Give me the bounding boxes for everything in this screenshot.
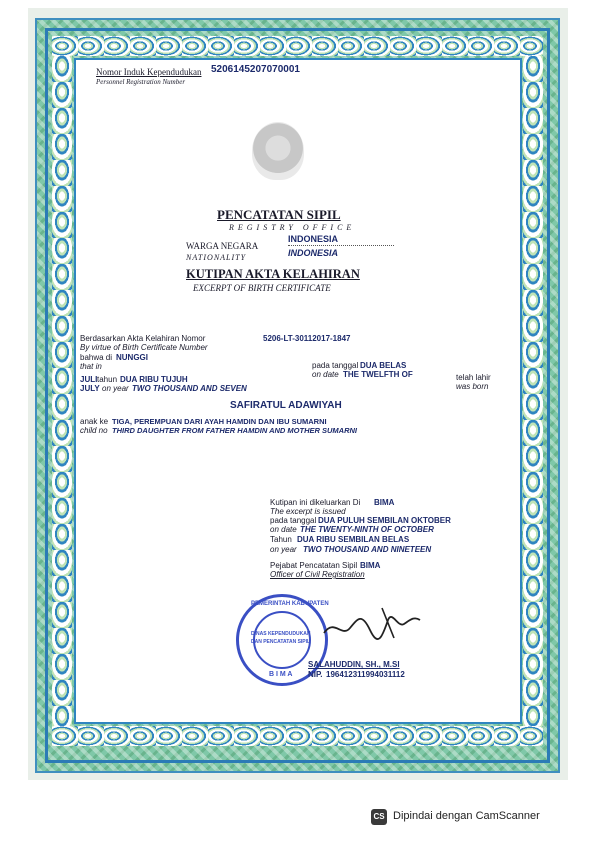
issue-year-value-en: TWO THOUSAND AND NINETEEN bbox=[303, 545, 432, 554]
date-label: pada tanggal bbox=[312, 361, 359, 370]
issue-year-value: DUA RIBU SEMBILAN BELAS bbox=[297, 535, 410, 544]
child-no-value: TIGA, PEREMPUAN DARI AYAH HAMDIN DAN IBU SUMARNI bbox=[112, 417, 327, 426]
nik-label-en: Personnel Registration Number bbox=[96, 78, 186, 86]
year-value: DUA RIBU TUJUH bbox=[120, 375, 188, 384]
document-title-en: EXCERPT OF BIRTH CERTIFICATE bbox=[193, 283, 331, 293]
office-title: PENCATATAN SIPIL bbox=[217, 207, 341, 222]
certificate-number: 5206-LT-30112017-1847 bbox=[263, 334, 351, 343]
child-no-value-en: THIRD DAUGHTER FROM FATHER HAMDIN AND MOTHER SUMARNI bbox=[112, 426, 357, 435]
camscanner-watermark: Dipindai dengan CamScanner bbox=[393, 810, 540, 822]
document-title: KUTIPAN AKTA KELAHIRAN bbox=[186, 267, 360, 281]
issued-place: BIMA bbox=[374, 498, 395, 507]
issue-date-label-en: on date bbox=[270, 525, 297, 534]
place-label: bahwa di bbox=[80, 353, 113, 362]
official-name: SALAHUDDIN, SH., M.SI bbox=[308, 660, 400, 669]
official-place: BIMA bbox=[360, 561, 381, 570]
birth-month-en: JULY bbox=[80, 384, 100, 393]
stamp-mid-text-2: DAN PENCATATAN SIPIL bbox=[251, 639, 311, 645]
office-title-en: REGISTRY OFFICE bbox=[229, 223, 356, 232]
official-label: Pejabat Pencatatan Sipil bbox=[270, 561, 358, 570]
signature-icon bbox=[322, 598, 422, 648]
official-label-en: Officer of Civil Registration bbox=[270, 570, 365, 579]
issue-year-label: Tahun bbox=[270, 535, 292, 544]
nationality-label: WARGA NEGARA bbox=[186, 241, 259, 251]
child-name: SAFIRATUL ADAWIYAH bbox=[230, 400, 342, 411]
child-no-label: anak ke bbox=[80, 417, 109, 426]
basis-label: Berdasarkan Akta Kelahiran Nomor bbox=[80, 334, 206, 343]
date-value: DUA BELAS bbox=[360, 361, 407, 370]
issue-date-value-en: THE TWENTY-NINTH OF OCTOBER bbox=[300, 525, 434, 534]
nationality-label-en: NATIONALITY bbox=[186, 253, 247, 262]
stamp-mid-text-1: DINAS KEPENDUDUKAN bbox=[251, 631, 311, 637]
issue-year-label-en: on year bbox=[270, 545, 297, 554]
ornament-top bbox=[52, 36, 543, 56]
basis-label-en: By virtue of Birth Certificate Number bbox=[80, 343, 208, 352]
date-label-en: on date bbox=[312, 370, 339, 379]
nik-value: 5206145207070001 bbox=[211, 64, 300, 75]
place-value: NUNGGI bbox=[116, 353, 148, 362]
year-label-en: on year bbox=[102, 384, 129, 393]
nik-label: Nomor Induk Kependudukan bbox=[96, 67, 202, 77]
nip-label: NIP. bbox=[308, 670, 323, 679]
garuda-emblem-icon bbox=[252, 122, 304, 180]
birth-month: JULI bbox=[80, 375, 98, 384]
camscanner-icon: CS bbox=[371, 809, 387, 825]
born-label: telah lahir bbox=[456, 373, 491, 382]
year-value-en: TWO THOUSAND AND SEVEN bbox=[132, 384, 247, 393]
nationality-value-en: INDONESIA bbox=[288, 248, 339, 258]
issued-label-en: The excerpt is issued bbox=[270, 507, 346, 516]
born-label-en: was born bbox=[456, 382, 489, 391]
stamp-bottom-text: B I M A bbox=[269, 671, 293, 678]
ornament-bottom bbox=[52, 726, 543, 746]
stamp-top-text: PEMERINTAH KABUPATEN bbox=[251, 601, 329, 607]
child-no-label-en: child no bbox=[80, 426, 108, 435]
place-label-en: that in bbox=[80, 362, 102, 371]
ornament-left bbox=[52, 56, 72, 726]
nationality-value: INDONESIA bbox=[288, 234, 339, 244]
ornament-right bbox=[523, 56, 543, 726]
issued-label: Kutipan ini dikeluarkan Di bbox=[270, 498, 361, 507]
issue-date-value: DUA PULUH SEMBILAN OKTOBER bbox=[318, 516, 451, 525]
year-label: tahun bbox=[97, 375, 118, 384]
date-value-en: THE TWELFTH OF bbox=[343, 370, 413, 379]
nip-value: 196412311994031112 bbox=[326, 670, 405, 679]
nationality-dotline bbox=[288, 245, 394, 246]
issue-date-label: pada tanggal bbox=[270, 516, 317, 525]
